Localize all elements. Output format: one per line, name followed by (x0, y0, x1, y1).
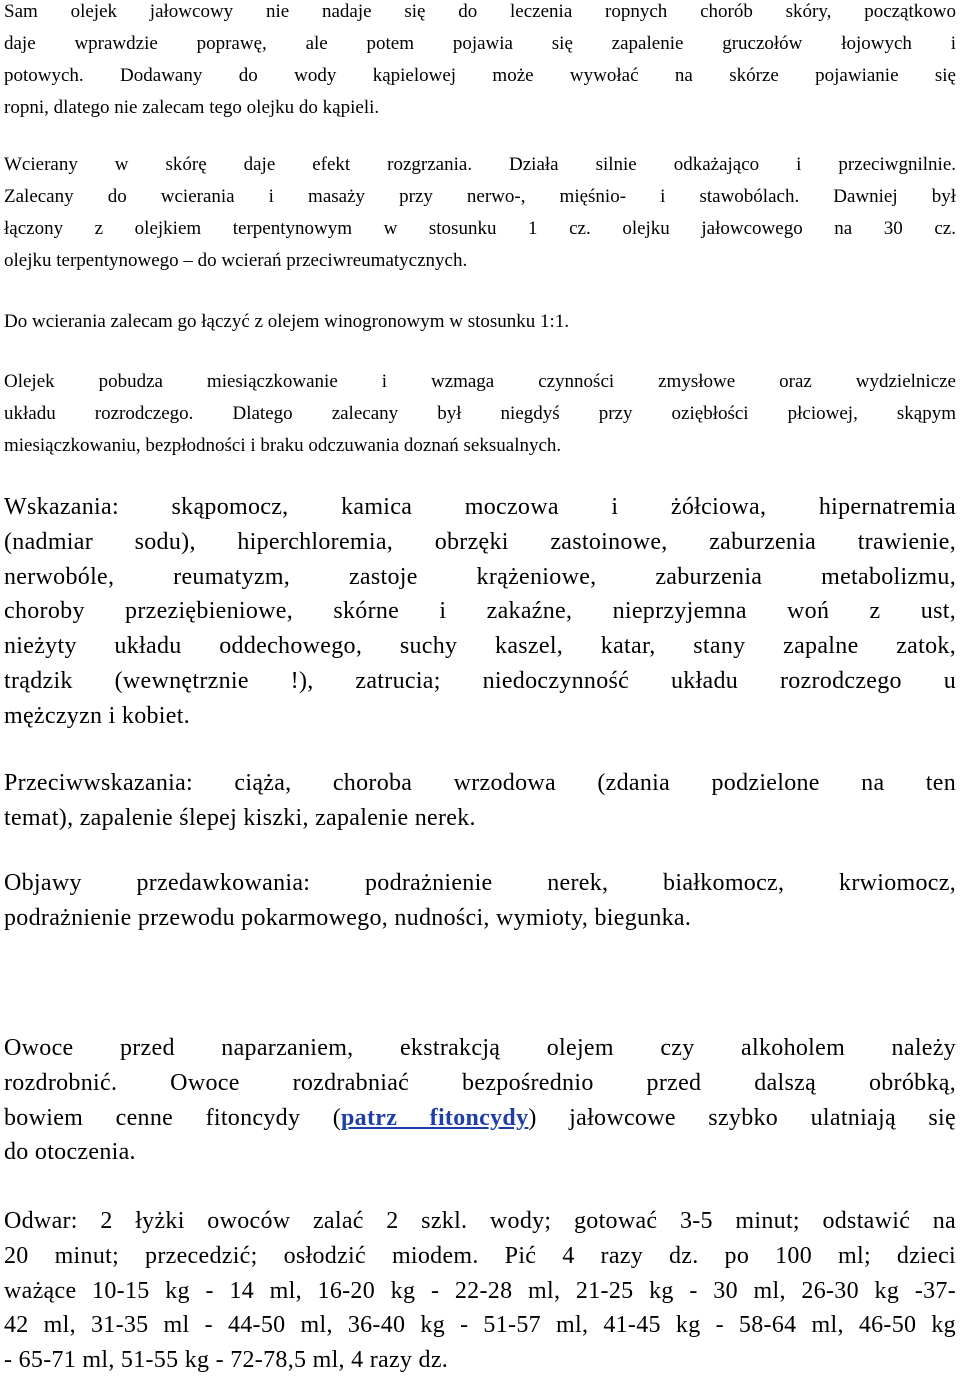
text-line: nieżyty układu oddechowego, suchy kaszel, katar, stany zapalne zatok, (4, 633, 956, 660)
text-line: Odwar: 2 łyżki owoców zalać 2 szkl. wody; gotować 3-5 minut; odstawić na (4, 1208, 956, 1234)
text-line: 20 minut; przecedzić; osłodzić miodem. Pić 4 razy dz. po 100 ml; dzieci (4, 1242, 956, 1269)
text-line: daje wprawdzie poprawę, ale potem pojawia się zapalenie gruczołów łojowych i (4, 33, 956, 54)
text-line: do otoczenia. (4, 1139, 136, 1166)
paragraph-indications (4, 490, 956, 734)
paragraph-grapeseed-mix (4, 306, 956, 338)
paragraph-decoction-dosage (4, 1204, 956, 1378)
text-line: układu rozrodczego. Dlatego zalecany był niegdyś przy oziębłości płciowej, skąpym (4, 403, 956, 424)
text-line: (nadmiar sodu), hiperchloremia, obrzęki zastoinowe, zaburzenia trawienie, (4, 528, 956, 555)
text-line: Przeciwwskazania: ciąża, choroba wrzodowa (zdania podzielone na ten (4, 770, 956, 796)
text-line: 42 ml, 31-35 ml - 44-50 ml, 36-40 kg - 51-57 ml, 41-45 kg - 58-64 ml, 46-50 kg (4, 1312, 956, 1339)
link-suffix-text: ) jałowcowe szybko ulatniają się (528, 1104, 956, 1131)
text-line: Zalecany do wcierania i masaży przy nerwo-, mięśnio- i stawobólach. Dawniej był (4, 186, 956, 207)
text-line: Wcierany w skórę daje efekt rozgrzania. Działa silnie odkażająco i przeciwgnilnie. (4, 154, 956, 175)
fitoncydy-link[interactable]: patrz fitoncydy (341, 1104, 529, 1131)
text-line: łączony z olejkiem terpentynowym w stosunku 1 cz. olejku jałowcowego na 30 cz. (4, 218, 956, 239)
text-line: Owoce przed naparzaniem, ekstrakcją olejem czy alkoholem należy (4, 1035, 956, 1061)
text-line: Olejek pobudza miesiączkowanie i wzmaga czynności zmysłowe oraz wydzielnicze (4, 371, 956, 392)
paragraph-overdose-symptoms (4, 866, 956, 936)
text-line: ważące 10-15 kg - 14 ml, 16-20 kg - 22-28 ml, 21-25 kg - 30 ml, 26-30 kg -37- (4, 1277, 956, 1304)
text-line: Wskazania: skąpomocz, kamica moczowa i żółciowa, hipernatremia (4, 494, 956, 520)
text-line: miesiączkowaniu, bezpłodności i braku odczuwania doznań seksualnych. (4, 435, 562, 456)
paragraph-rubbing-use (4, 149, 956, 277)
paragraph-skin-warning (4, 0, 956, 124)
paragraph-fruit-preparation (4, 1031, 956, 1170)
text-line: rozdrobnić. Owoce rozdrabniać bezpośrednio przed dalszą obróbką, (4, 1069, 956, 1096)
text-line: podrażnienie przewodu pokarmowego, nudności, wymioty, biegunka. (4, 904, 692, 931)
text-line: Objawy przedawkowania: podrażnienie nerek, białkomocz, krwiomocz, (4, 870, 956, 896)
text-line: ropni, dlatego nie zalecam tego olejku do kąpieli. (4, 97, 380, 118)
text-line: choroby przeziębieniowe, skórne i zakaźne, nieprzyjemna woń z ust, (4, 598, 956, 625)
text-line: potowych. Dodawany do wody kąpielowej może wywołać na skórze pojawianie się (4, 65, 956, 86)
text-line: olejku terpentynowego – do wcierań przeciwreumatycznych. (4, 250, 468, 271)
paragraph-reproductive-effects (4, 366, 956, 462)
text-line: - 65-71 ml, 51-55 kg - 72-78,5 ml, 4 razy dz. (4, 1347, 449, 1374)
paragraph-contraindications (4, 766, 956, 836)
text-line: Sam olejek jałowcowy nie nadaje się do leczenia ropnych chorób skóry, początkowo (4, 1, 956, 22)
text-line: Do wcierania zalecam go łączyć z olejem winogronowym w stosunku 1:1. (4, 311, 570, 332)
text-line: mężczyzn i kobiet. (4, 702, 190, 729)
text-line: trądzik (wewnętrznie !), zatrucia; niedoczynność układu rozrodczego u (4, 667, 956, 694)
text-line: temat), zapalenie ślepej kiszki, zapalenie nerek. (4, 804, 476, 831)
text-line-with-link (4, 1101, 956, 1136)
link-prefix-text: bowiem cenne fitoncydy ( (4, 1104, 342, 1131)
text-line: nerwobóle, reumatyzm, zastoje krążeniowe, zaburzenia metabolizmu, (4, 563, 956, 590)
